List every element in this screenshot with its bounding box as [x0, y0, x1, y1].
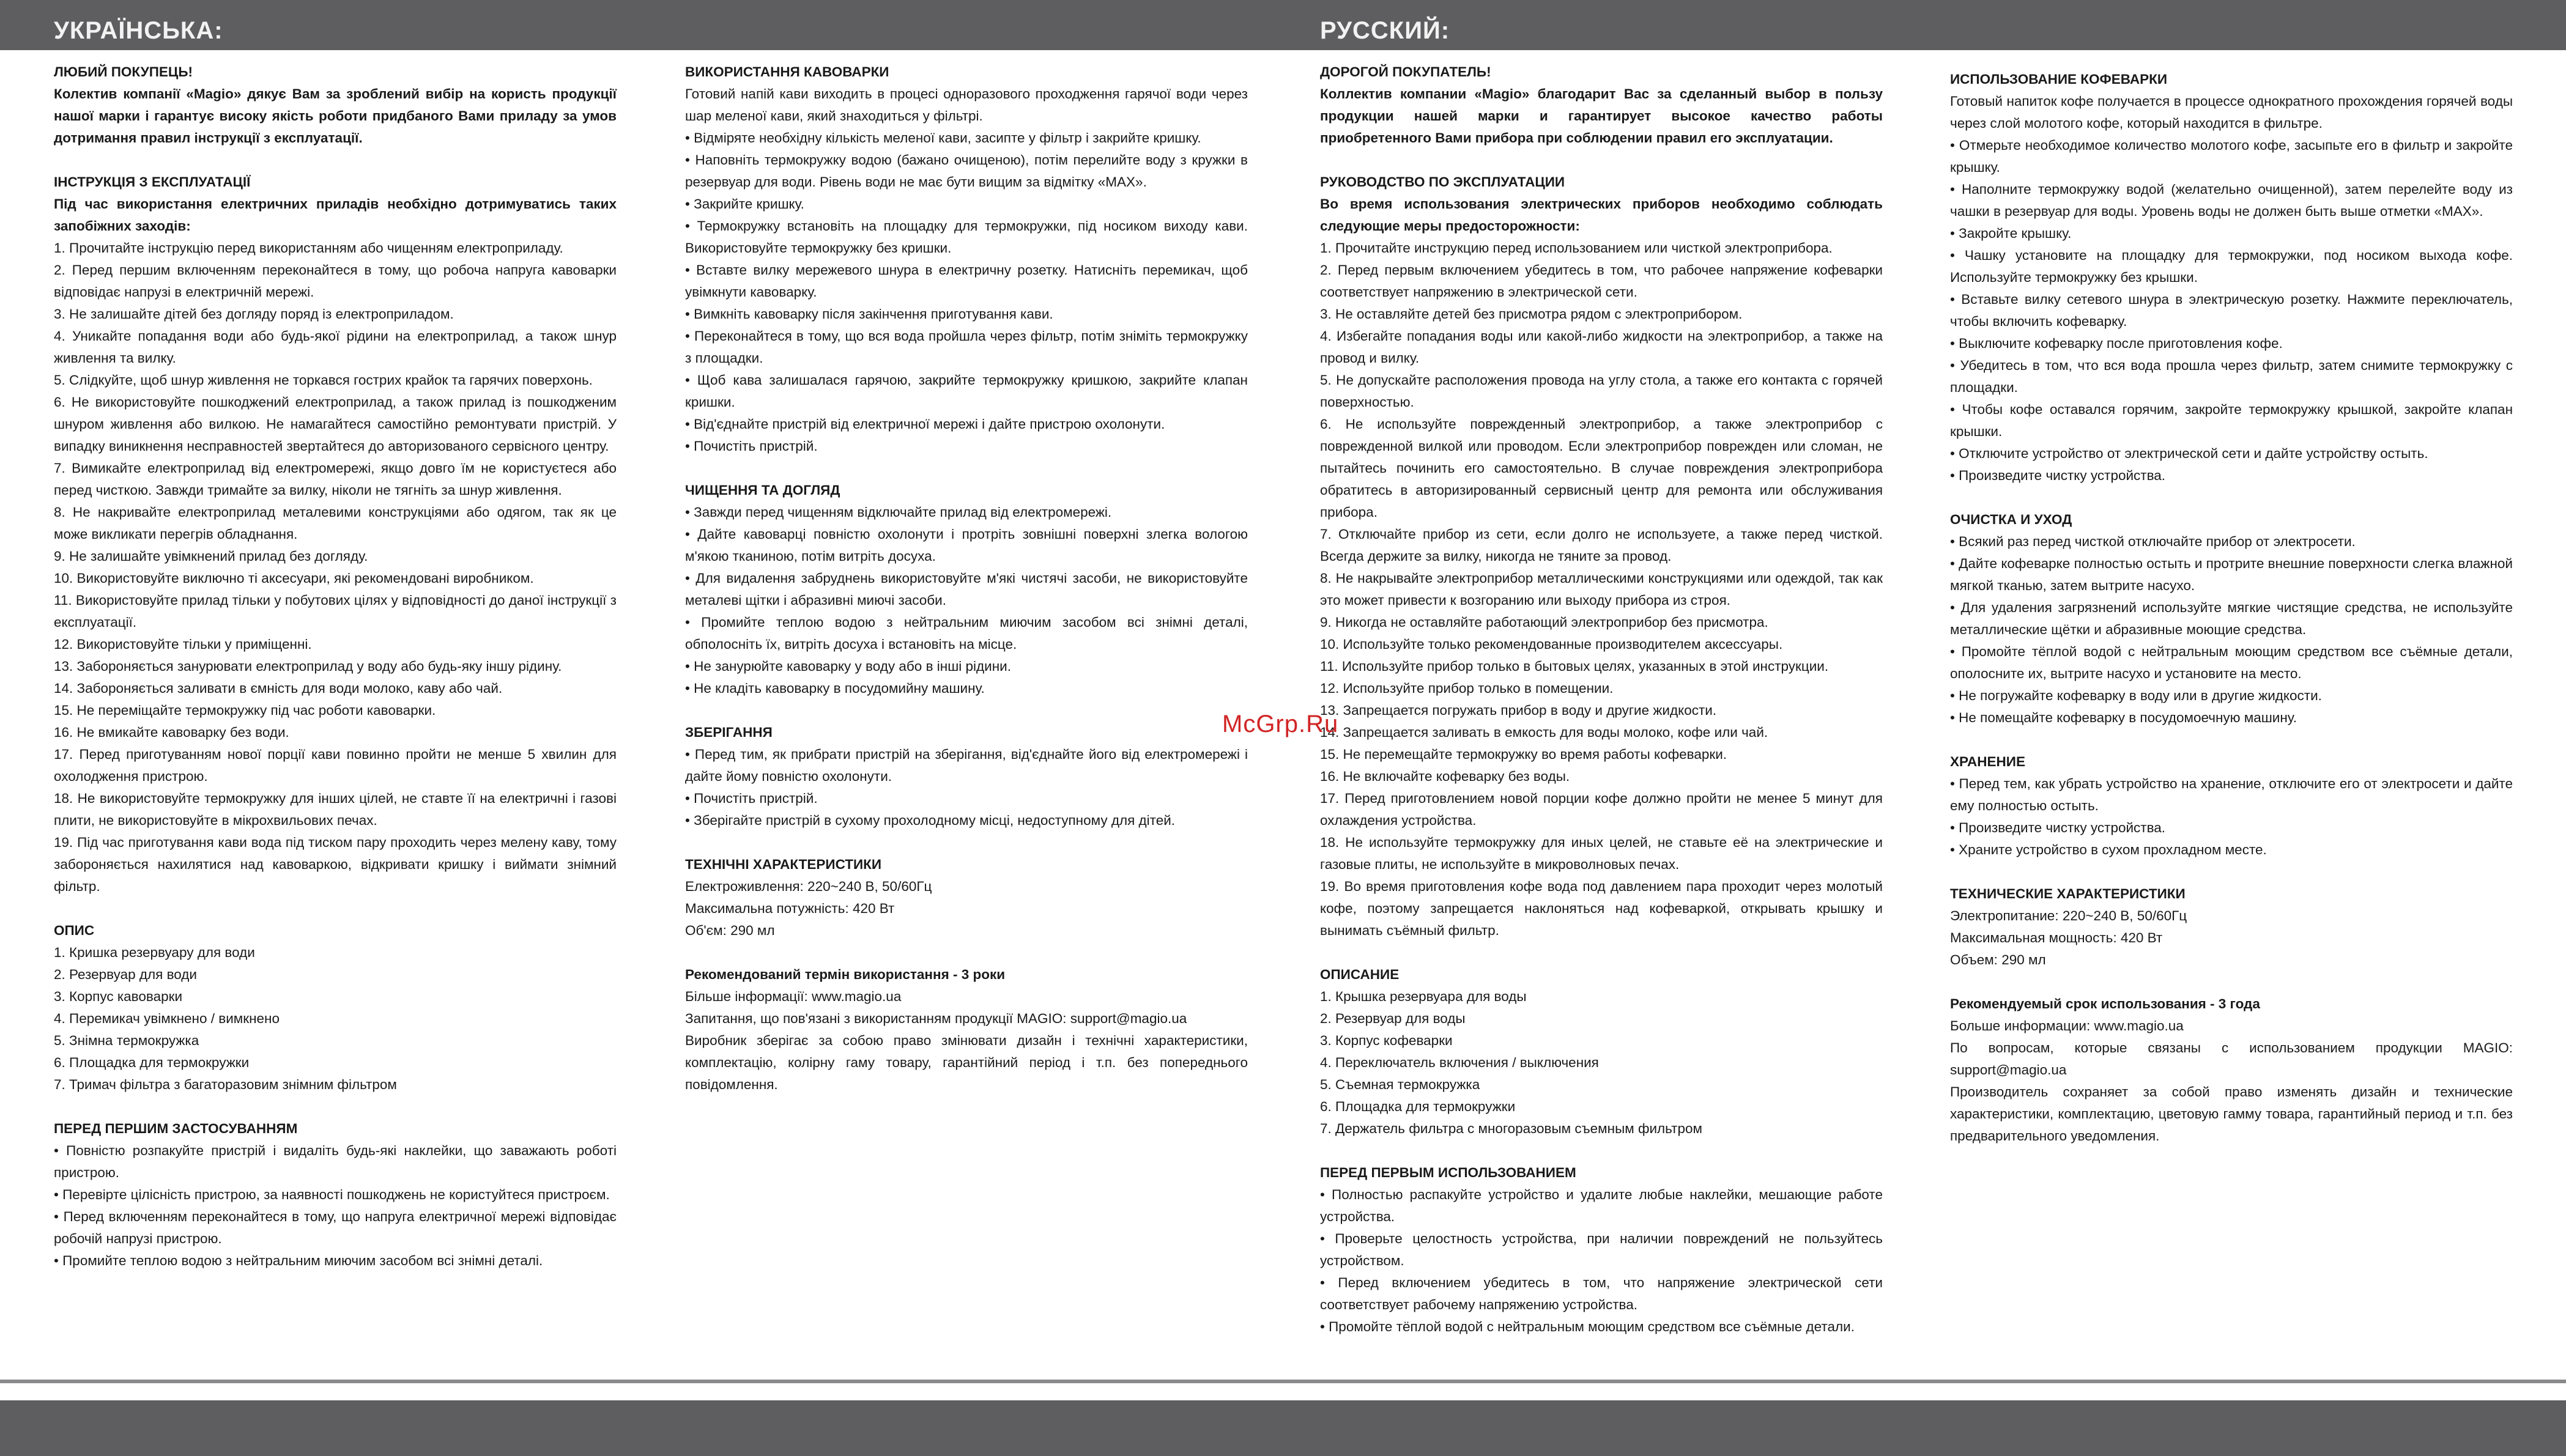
ua-first-use-title: ПЕРЕД ПЕРШИМ ЗАСТОСУВАННЯМ [54, 1121, 298, 1136]
list-item: 15. Не переміщайте термокружку під час роботи кавоварки. [54, 703, 436, 718]
list-item: • Вимкніть кавоварку після закінчення приготування кави. [685, 306, 1053, 322]
ua-column-2 [685, 61, 1248, 1096]
list-item: 2. Резервуар для воды [1320, 1011, 1466, 1026]
list-item: 1. Кришка резервуару для води [54, 945, 255, 960]
ua-dear-title: ЛЮБИЙ ПОКУПЕЦЬ! [54, 64, 193, 79]
list-item: • Не занурюйте кавоварку у воду або в інші рідини. [685, 659, 1011, 674]
list-item: • Закрийте кришку. [685, 196, 804, 212]
list-item: 5. Знімна термокружка [54, 1033, 199, 1048]
ua-use-title: ВИКОРИСТАННЯ КАВОВАРКИ [685, 64, 889, 79]
list-item: 7. Отключайте прибор из сети, если долго не используете, а также перед чисткой. Всегда держите за вилку, никогда не тяните за провод. [1320, 527, 1883, 564]
list-item: Электропитание: 220~240 В, 50/60Гц [1950, 908, 2187, 923]
list-item: 14. Запрещается заливать в емкость для воды молоко, кофе или чай. [1320, 725, 1768, 740]
list-item: 1. Прочитайте інструкцію перед використанням або чищенням електроприладу. [54, 240, 563, 256]
list-item: 6. Не используйте поврежденный электроприбор, а также электроприбор с поврежденной вилкой или проводом. Если электроприбор поврежден или сломан, не пытайтесь починить его самостоятельно. В случае повреждения электроприбора обратитесь в авторизированный сервисный центр для ремонта или обслуживания прибора. [1320, 416, 1883, 520]
list-item: 5. Не допускайте расположения провода на углу стола, а также его контакта с горячей поверхностью. [1320, 372, 1883, 410]
list-item: 7. Тримач фільтра з багаторазовим знімним фільтром [54, 1077, 397, 1092]
list-item: Больше информации: www.magio.ua [1950, 1018, 2184, 1033]
list-item: • Промийте теплою водою з нейтральним миючим засобом всі знімні деталі. [54, 1253, 543, 1268]
ua-desc-list [54, 942, 617, 1096]
list-item: Електроживлення: 220~240 В, 50/60Гц [685, 879, 932, 894]
ru-store-list [1950, 773, 2513, 861]
list-item: 16. Не вмикайте кавоварку без води. [54, 725, 289, 740]
list-item: • Отключите устройство от электрической сети и дайте устройству остыть. [1950, 446, 2428, 461]
list-item: • Перед тим, як прибрати пристрій на зберігання, від'єднайте його від електромережі і дайте йому повністю охолонути. [685, 747, 1248, 784]
list-item: 2. Резервуар для води [54, 967, 197, 982]
list-item: 10. Використовуйте виключно ті аксесуари, які рекомендовані виробником. [54, 571, 534, 586]
list-item: • Промойте тёплой водой с нейтральным моющим средством все съёмные детали. [1320, 1319, 1855, 1334]
ua-spec-title: ТЕХНІЧНІ ХАРАКТЕРИСТИКИ [685, 857, 882, 872]
list-item: 4. Уникайте попадання води або будь-якої рідини на електроприлад, а також шнур живлення та вилку. [54, 328, 617, 366]
ru-dear-title: ДОРОГОЙ ПОКУПАТЕЛЬ! [1320, 64, 1491, 79]
list-item: 18. Не використовуйте термокружку для інших цілей, не ставте її на електричні і газові плити, не використовуйте в мікрохвильових печах. [54, 791, 617, 828]
ru-term-list [1950, 1015, 2513, 1147]
list-item: 19. Під час приготування кави вода під тиском пару проходить через мелену каву, тому забороняється нахилятися над кавоваркою, відкривати кришку і виймати знімний фільтр. [54, 835, 617, 894]
bottom-footer-bar [0, 1400, 2566, 1456]
list-item: • Наповніть термокружку водою (бажано очищеною), потім перелийте воду з кружки в резервуар для води. Рівень води не має бути вищим за відмітку «MAX». [685, 152, 1248, 190]
list-item: • Дайте кавоварці повністю охолонути і протріть зовнішні поверхні злегка вологою м'якою тканиною, потім витріть досуха. [685, 527, 1248, 564]
ru-clean-list [1950, 531, 2513, 729]
list-item: • Перед включением убедитесь в том, что напряжение электрической сети соответствует рабочему напряжению устройства. [1320, 1275, 1883, 1312]
list-item: 11. Використовуйте прилад тільки у побутових цілях у відповідності до даної інструкції з експлуатації. [54, 593, 617, 630]
list-item: 3. Не оставляйте детей без присмотра рядом с электроприбором. [1320, 306, 1743, 322]
list-item: Готовий напій кави виходить в процесі одноразового проходження гарячої води через шар меленої кави, який знаходиться у фільтрі. [685, 86, 1248, 124]
list-item: • Храните устройство в сухом прохладном месте. [1950, 842, 2267, 857]
list-item: • Відміряте необхідну кількість меленої кави, засипте у фільтр і закрийте кришку. [685, 130, 1201, 146]
list-item: Запитання, що пов'язані з використанням продукції MAGIO: support@magio.ua [685, 1011, 1187, 1026]
list-item: • Щоб кава залишалася гарячою, закрийте термокружку кришкою, закрийте клапан кришки. [685, 372, 1248, 410]
list-item: • Для удаления загрязнений используйте мягкие чистящие средства, не используйте металлические щётки и абразивные моющие средства. [1950, 600, 2513, 637]
ru-column-2 [1950, 68, 2513, 1147]
ua-term-list [685, 986, 1248, 1096]
list-item: 4. Переключатель включения / выключения [1320, 1055, 1599, 1070]
bottom-divider [0, 1380, 2566, 1383]
list-item: 18. Не используйте термокружку для иных целей, не ставьте её на электрические и газовые плиты, не используйте в микроволновых печах. [1320, 835, 1883, 872]
list-item: • Наполните термокружку водой (желательно очищенной), затем перелейте воду из чашки в резервуар для воды. Уровень воды не должен быть выше отметки «MAX». [1950, 182, 2513, 219]
list-item: Об'єм: 290 мл [685, 923, 775, 938]
ru-safety-intro: Во время использования электрических приборов необходимо соблюдать следующие меры предосторожности: [1320, 196, 1883, 234]
list-item: 8. Не накрывайте электроприбор металлическими конструкциями или одеждой, так как это может привести к возгоранию или выходу прибора из строя. [1320, 571, 1883, 608]
list-item: Виробник зберігає за собою право змінювати дизайн і технічні характеристики, комплектацію, колірну гаму товару, гарантійний період і т.п. без попереднього повідомлення. [685, 1033, 1248, 1092]
list-item: • Чтобы кофе оставался горячим, закройте термокружку крышкой, закройте клапан крышки. [1950, 402, 2513, 439]
list-item: 7. Вимикайте електроприлад від електромережі, якщо довго їм не користуєтеся або перед чисткою. Завжди тримайте за вилку, ніколи не тягніть за шнур живлення. [54, 460, 617, 498]
list-item: • Почистіть пристрій. [685, 438, 818, 454]
ua-spec-list [685, 876, 1248, 942]
list-item: 5. Съемная термокружка [1320, 1077, 1480, 1092]
list-item: • Для видалення забруднень використовуйте м'які чистячі засоби, не використовуйте металеві щітки і абразивні миючі засоби. [685, 571, 1248, 608]
ua-clean-title: ЧИЩЕННЯ ТА ДОГЛЯД [685, 482, 840, 498]
ru-use-title: ИСПОЛЬЗОВАНИЕ КОФЕВАРКИ [1950, 72, 2168, 87]
ru-store-title: ХРАНЕНИЕ [1950, 754, 2025, 769]
list-item: • Вставте вилку мережевого шнура в електричну розетку. Натисніть перемикач, щоб увімкнути кавоварку. [685, 262, 1248, 300]
list-item: • Не кладіть кавоварку в посудомийну машину. [685, 681, 985, 696]
list-item: 9. Не залишайте увімкнений прилад без догляду. [54, 549, 368, 564]
list-item: Максимальная мощность: 420 Вт [1950, 930, 2163, 945]
list-item: 1. Прочитайте инструкцию перед использованием или чисткой электроприбора. [1320, 240, 1833, 256]
ua-store-title: ЗБЕРІГАННЯ [685, 725, 773, 740]
list-item: 11. Используйте прибор только в бытовых целях, указанных в этой инструкции. [1320, 659, 1829, 674]
ru-desc-title: ОПИСАНИЕ [1320, 967, 1400, 982]
list-item: 3. Корпус кофеварки [1320, 1033, 1453, 1048]
list-item: • Чашку установите на площадку для термокружки, под носиком выхода кофе. Используйте термокружку без крышки. [1950, 248, 2513, 285]
ru-use-list [1950, 91, 2513, 487]
list-item: 12. Используйте прибор только в помещении. [1320, 681, 1614, 696]
list-item: • Завжди перед чищенням відключайте прилад від електромережі. [685, 504, 1112, 520]
list-item: • Перед тем, как убрать устройство на хранение, отключите его от электросети и дайте ему полностью остыть. [1950, 776, 2513, 813]
list-item: 13. Забороняється занурювати електроприлад у воду або будь-яку іншу рідину. [54, 659, 562, 674]
list-item: 4. Избегайте попадания воды или какой-либо жидкости на электроприбор, а также на провод и вилку. [1320, 328, 1883, 366]
ua-store-list [685, 744, 1248, 832]
ua-intro: Колектив компанії «Magio» дякує Вам за зроблений вибір на користь продукції нашої марки і гарантує високу якість роботи придбаного Вами приладу за умов дотримання правил інструкції з експлуатації. [54, 86, 617, 146]
ru-spec-list [1950, 905, 2513, 971]
list-item: Объем: 290 мл [1950, 952, 2046, 967]
list-item: Більше інформації: www.magio.ua [685, 989, 902, 1004]
ua-manual-title: ІНСТРУКЦІЯ З ЕКСПЛУАТАЦІЇ [54, 174, 251, 190]
list-item: • Від'єднайте пристрій від електричної мережі і дайте пристрою охолонути. [685, 416, 1165, 432]
list-item: • Отмерьте необходимое количество молотого кофе, засыпьте его в фильтр и закройте крышку. [1950, 138, 2513, 175]
list-item: • Повністю розпакуйте пристрій і видаліть будь-які наклейки, що заважають роботі пристрою. [54, 1143, 617, 1180]
list-item: • Всякий раз перед чисткой отключайте прибор от электросети. [1950, 534, 2356, 549]
list-item: 2. Перед первым включением убедитесь в том, что рабочее напряжение кофеварки соответствует напряжению в электрической сети. [1320, 262, 1883, 300]
ru-spec-title: ТЕХНИЧЕСКИЕ ХАРАКТЕРИСТИКИ [1950, 886, 2186, 901]
ua-safety-list [54, 237, 617, 898]
list-item: 6. Не використовуйте пошкоджений електроприлад, а також прилад із пошкодженим шнуром живлення або вилкою. Не намагайтеся самостійно ремонтувати пристрій. У випадку виникнення несправностей звертайтеся до авторизованого сервісного центру. [54, 394, 617, 454]
list-item: • Произведите чистку устройства. [1950, 820, 2166, 835]
ua-column-1 [54, 61, 617, 1272]
list-item: 19. Во время приготовления кофе вода под давлением пара проходит через молотый кофе, поэтому запрещается наклоняться над кофеваркой, открывать крышку и вынимать съёмный фильтр. [1320, 879, 1883, 938]
list-item: • Перевірте цілісність пристрою, за наявності пошкоджень не користуйтеся пристроєм. [54, 1187, 610, 1202]
list-item: 2. Перед першим включенням переконайтеся в тому, що робоча напруга кавоварки відповідає напрузі в електричній мережі. [54, 262, 617, 300]
list-item: 3. Не залишайте дітей без догляду поряд із електроприладом. [54, 306, 454, 322]
list-item: • Убедитесь в том, что вся вода прошла через фильтр, затем снимите термокружку с площадки. [1950, 358, 2513, 395]
list-item: 14. Забороняється заливати в ємність для води молоко, каву або чай. [54, 681, 503, 696]
list-item: 16. Не включайте кофеварку без воды. [1320, 769, 1570, 784]
list-item: • Не помещайте кофеварку в посудомоечную машину. [1950, 710, 2297, 725]
list-item: • Вставьте вилку сетевого шнура в электрическую розетку. Нажмите переключатель, чтобы включить кофеварку. [1950, 292, 2513, 329]
ua-term-title: Рекомендований термін використання - 3 роки [685, 967, 1006, 982]
list-item: • Перед включенням переконайтеся в тому, що напруга електричної мережі відповідає робочій напрузі пристрою. [54, 1209, 617, 1246]
ru-column-1 [1320, 61, 1883, 1338]
list-item: • Термокружку встановіть на площадку для термокружки, під носиком виходу кави. Використовуйте термокружку без кришки. [685, 218, 1248, 256]
ru-safety-list [1320, 237, 1883, 942]
watermark-text: McGrp.Ru [1222, 711, 1339, 737]
ru-first-use-title: ПЕРЕД ПЕРВЫМ ИСПОЛЬЗОВАНИЕМ [1320, 1165, 1576, 1180]
russian-section-title: РУССКИЙ: [1320, 17, 1450, 44]
list-item: 17. Перед приготуванням нової порції кави повинно пройти не менше 5 хвилин для охолодження пристрою. [54, 747, 617, 784]
list-item: • Дайте кофеварке полностью остыть и протрите внешние поверхности слегка влажной мягкой тканью, затем вытрите насухо. [1950, 556, 2513, 593]
list-item: • Проверьте целостность устройства, при наличии повреждений не пользуйтесь устройством. [1320, 1231, 1883, 1268]
list-item: 8. Не накривайте електроприлад металевими конструкціями або одягом, так як це може викликати перегрів обладнання. [54, 504, 617, 542]
list-item: • Не погружайте кофеварку в воду или в другие жидкости. [1950, 688, 2322, 703]
list-item: Производитель сохраняет за собой право изменять дизайн и технические характеристики, комплектацию, цветовую гамму товара, гарантийный период и т.п. без предварительного уведомления. [1950, 1084, 2513, 1144]
list-item: 9. Никогда не оставляйте работающий электроприбор без присмотра. [1320, 615, 1768, 630]
list-item: 5. Слідкуйте, щоб шнур живлення не торкався гострих крайок та гарячих поверхонь. [54, 372, 593, 388]
list-item: • Закройте крышку. [1950, 226, 2072, 241]
ru-term-title: Рекомендуемый срок использования - 3 года [1950, 996, 2260, 1011]
ua-use-list [685, 83, 1248, 457]
list-item: 7. Держатель фильтра с многоразовым съемным фильтром [1320, 1121, 1702, 1136]
ru-manual-title: РУКОВОДСТВО ПО ЭКСПЛУАТАЦИИ [1320, 174, 1565, 190]
list-item: Готовый напиток кофе получается в процессе однократного прохождения горячей воды через слой молотого кофе, который находится в фильтре. [1950, 94, 2513, 131]
list-item: • Промийте теплою водою з нейтральним миючим засобом всі знімні деталі, обполосніть їх, витріть досуха і встановіть на місце. [685, 615, 1248, 652]
list-item: • Выключите кофеварку после приготовления кофе. [1950, 336, 2283, 351]
list-item: • Произведите чистку устройства. [1950, 468, 2166, 483]
ru-first-use-list [1320, 1184, 1883, 1338]
list-item: 3. Корпус кавоварки [54, 989, 183, 1004]
ru-clean-title: ОЧИСТКА И УХОД [1950, 512, 2072, 527]
list-item: 13. Запрещается погружать прибор в воду и другие жидкости. [1320, 703, 1717, 718]
list-item: • Промойте тёплой водой с нейтральным моющим средством все съёмные детали, ополосните их, вытрите насухо и установите на место. [1950, 644, 2513, 681]
list-item: 17. Перед приготовлением новой порции кофе должно пройти не менее 5 минут для охлаждения устройства. [1320, 791, 1883, 828]
ua-desc-title: ОПИС [54, 923, 95, 938]
ukrainian-section-title: УКРАЇНСЬКА: [54, 17, 223, 44]
list-item: 10. Используйте только рекомендованные производителем аксессуары. [1320, 637, 1783, 652]
list-item: 15. Не перемещайте термокружку во время работы кофеварки. [1320, 747, 1727, 762]
ru-desc-list [1320, 986, 1883, 1140]
list-item: По вопросам, которые связаны с использованием продукции MAGIO: support@magio.ua [1950, 1040, 2513, 1077]
list-item: 4. Перемикач увімкнено / вимкнено [54, 1011, 280, 1026]
list-item: • Полностью распакуйте устройство и удалите любые наклейки, мешающие работе устройства. [1320, 1187, 1883, 1224]
ua-clean-list [685, 501, 1248, 700]
top-header-bar [0, 0, 2566, 50]
list-item: • Переконайтеся в тому, що вся вода пройшла через фільтр, потім зніміть термокружку з площадки. [685, 328, 1248, 366]
ua-safety-intro: Під час використання електричних приладів необхідно дотримуватись таких запобіжних заходів: [54, 196, 617, 234]
ru-intro: Коллектив компании «Magio» благодарит Вас за сделанный выбор в пользу продукции нашей марки и гарантирует высокое качество работы приобретенного Вами прибора при соблюдении правил его эксплуатации. [1320, 86, 1883, 146]
list-item: • Зберігайте пристрій в сухому прохолодному місці, недоступному для дітей. [685, 813, 1176, 828]
ua-first-use-list [54, 1140, 617, 1272]
list-item: 6. Площадка для термокружки [1320, 1099, 1516, 1114]
list-item: 1. Крышка резервуара для воды [1320, 989, 1527, 1004]
list-item: Максимальна потужність: 420 Вт [685, 901, 895, 916]
list-item: 6. Площадка для термокружки [54, 1055, 250, 1070]
list-item: • Почистіть пристрій. [685, 791, 818, 806]
list-item: 12. Використовуйте тільки у приміщенні. [54, 637, 312, 652]
